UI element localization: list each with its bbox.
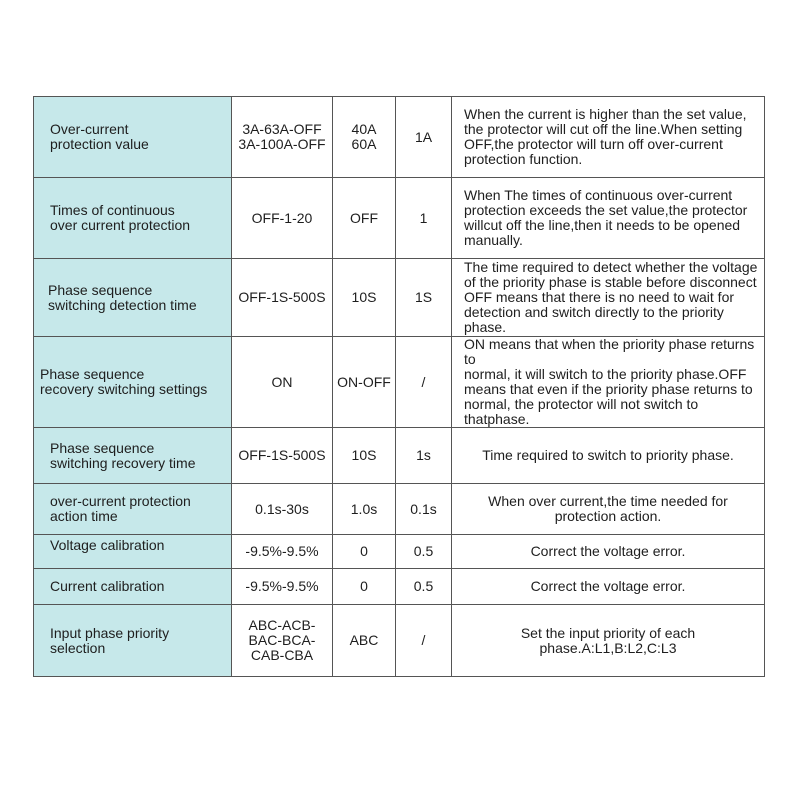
parameter-description: The time required to detect whether the voltage of the priority phase is stable before disconnect OFF means that there is no need to wait for detection and switch directly to the priority phase. [452,259,765,337]
parameter-step: 0.5 [396,535,452,569]
parameter-name: Over-current protection value [34,97,232,178]
parameter-range: -9.5%-9.5% [232,569,333,605]
table-row [34,428,765,484]
parameter-description: Set the input priority of each phase.A:L1,B:L2,C:L3 [452,605,765,677]
parameter-step: 1 [396,178,452,259]
parameter-step: 0.1s [396,484,452,535]
parameter-default: 1.0s [333,484,396,535]
parameter-range: -9.5%-9.5% [232,535,333,569]
parameter-name: Current calibration [34,569,232,605]
parameter-default: 0 [333,569,396,605]
parameter-name: Times of continuous over current protection [34,178,232,259]
parameter-table [33,96,765,677]
table-row [34,605,765,677]
table-row [34,337,765,428]
parameter-default: ABC [333,605,396,677]
parameter-default: 40A 60A [333,97,396,178]
parameter-name: Voltage calibration [34,535,232,569]
parameter-name: over-current protection action time [34,484,232,535]
table-row [34,97,765,178]
parameter-default: 10S [333,428,396,484]
table-row [34,535,765,569]
parameter-name: Input phase priority selection [34,605,232,677]
parameter-default: 0 [333,535,396,569]
table-row [34,178,765,259]
parameter-range: ABC-ACB- BAC-BCA- CAB-CBA [232,605,333,677]
table-row [34,259,765,337]
parameter-description: When over current,the time needed for protection action. [452,484,765,535]
parameter-step: / [396,605,452,677]
table-row [34,569,765,605]
parameter-description: Time required to switch to priority phase. [452,428,765,484]
parameter-step: 1S [396,259,452,337]
parameter-description: Correct the voltage error. [452,569,765,605]
parameter-range: ON [232,337,333,428]
parameter-step: / [396,337,452,428]
parameter-step: 1s [396,428,452,484]
parameter-step: 0.5 [396,569,452,605]
parameter-step: 1A [396,97,452,178]
parameter-default: OFF [333,178,396,259]
parameter-range: OFF-1-20 [232,178,333,259]
parameter-description: Correct the voltage error. [452,535,765,569]
parameter-name: Phase sequence switching detection time [34,259,232,337]
table-row [34,484,765,535]
parameter-name: Phase sequence recovery switching settings [34,337,232,428]
parameter-default: 10S [333,259,396,337]
parameter-description: ON means that when the priority phase returns to normal, it will switch to the priority phase.OFF means that even if the priority phase returns to normal, the protector will not switch to thatphase. [452,337,765,428]
parameter-range: 3A-63A-OFF 3A-100A-OFF [232,97,333,178]
parameter-name: Phase sequence switching recovery time [34,428,232,484]
parameter-description: When the current is higher than the set value, the protector will cut off the line.When setting OFF,the protector will turn off over-current protection function. [452,97,765,178]
parameter-description: When The times of continuous over-current protection exceeds the set value,the protector willcut off the line,then it needs to be opened manually. [452,178,765,259]
parameter-range: OFF-1S-500S [232,428,333,484]
parameter-range: OFF-1S-500S [232,259,333,337]
parameter-default: ON-OFF [333,337,396,428]
parameter-range: 0.1s-30s [232,484,333,535]
